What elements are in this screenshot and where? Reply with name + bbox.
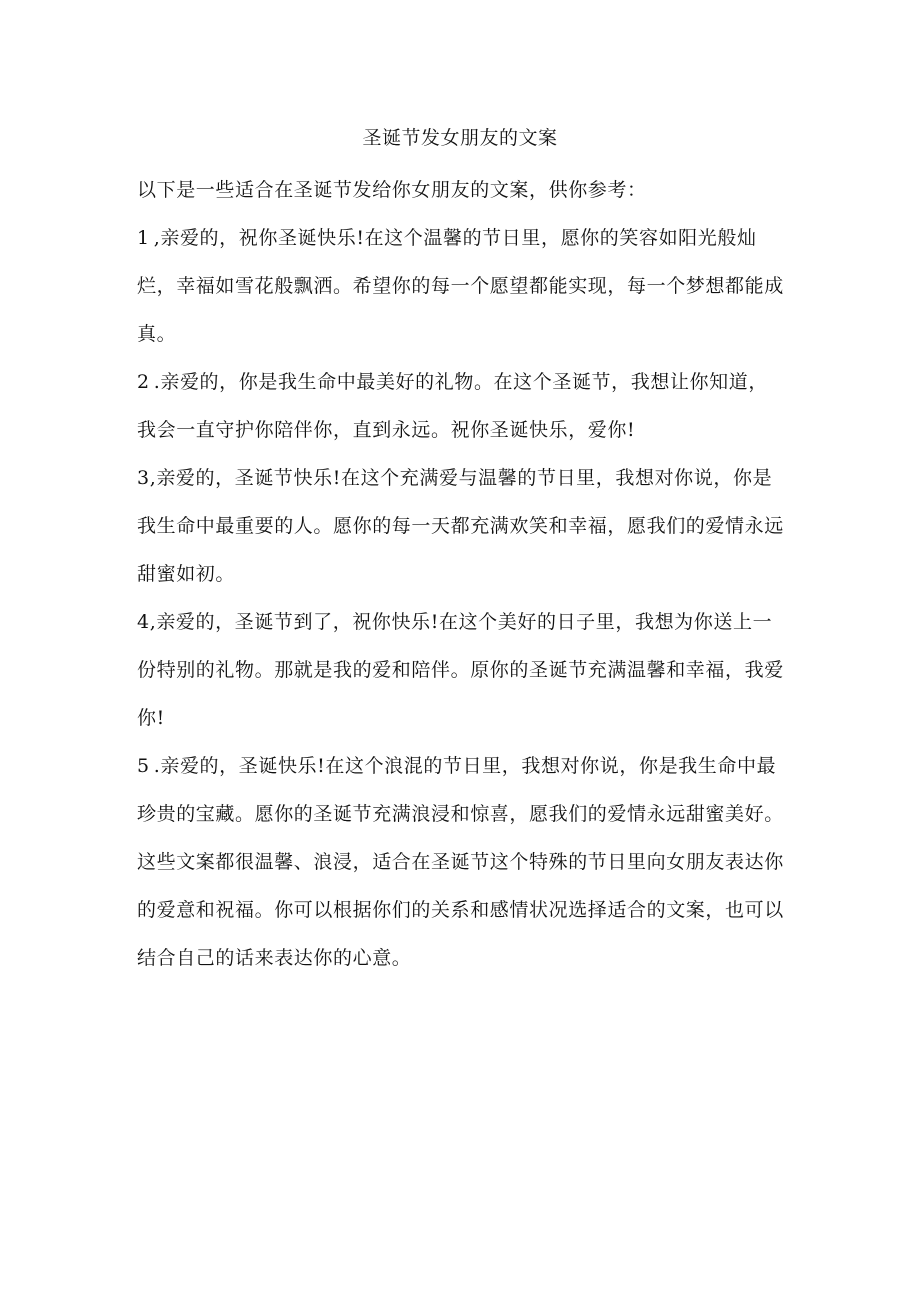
list-item (137, 454, 787, 598)
document-title: 圣诞节发女朋友的文案 (362, 127, 558, 149)
list-item (137, 358, 787, 454)
item-text: .亲爱的，圣诞快乐!在这个浪混的节日里，我想对你说，你是我生命中最珍贵的宝藏。愿你的圣诞节充满浪浸和惊喜，愿我们的爱情永远甜蜜美好。 (137, 755, 784, 825)
document-body (137, 166, 787, 982)
intro-paragraph: 以下是一些适合在圣诞节发给你女朋友的文案，供你参考： (137, 179, 647, 201)
item-text: 亲爱的，圣诞节快乐!在这个充满爱与温馨的节日里，我想对你说，你是我生命中最重要的人。愿你的每一天都充满欢笑和幸福，愿我们的爱情永远甜蜜如初。 (137, 467, 784, 585)
list-item (137, 598, 787, 742)
item-number: 2 (137, 371, 150, 393)
item-text: 亲爱的，圣诞节到了，祝你快乐!在这个美好的日子里，我想为你送上一份特别的礼物。那就是我的爱和陪伴。原你的圣诞节充满温馨和幸福，我爱你! (137, 611, 784, 729)
item-text: .亲爱的，你是我生命中最美好的礼物。在这个圣诞节，我想让你知道，我会一直守护你陪伴你，直到永远。祝你圣诞快乐，爱你! (137, 371, 768, 441)
item-number: 4, (137, 611, 157, 633)
item-number: 1 (137, 227, 150, 249)
list-item (137, 214, 787, 358)
item-number: 5 (137, 755, 150, 777)
item-number: 3, (137, 467, 157, 489)
closing-paragraph: 这些文案都很温馨、浪浸，适合在圣诞节这个特殊的节日里向女朋友表达你的爱意和祝福。你可以根据你们的关系和感情状况选择适合的文案，也可以结合自己的话来表达你的心意。 (137, 851, 784, 969)
list-item (137, 742, 787, 838)
item-text: ,亲爱的，祝你圣诞快乐!在这个温馨的节日里，愿你的笑容如阳光般灿烂，幸福如雪花般飘洒。希望你的每一个愿望都能实现，每一个梦想都能成真。 (137, 227, 784, 345)
